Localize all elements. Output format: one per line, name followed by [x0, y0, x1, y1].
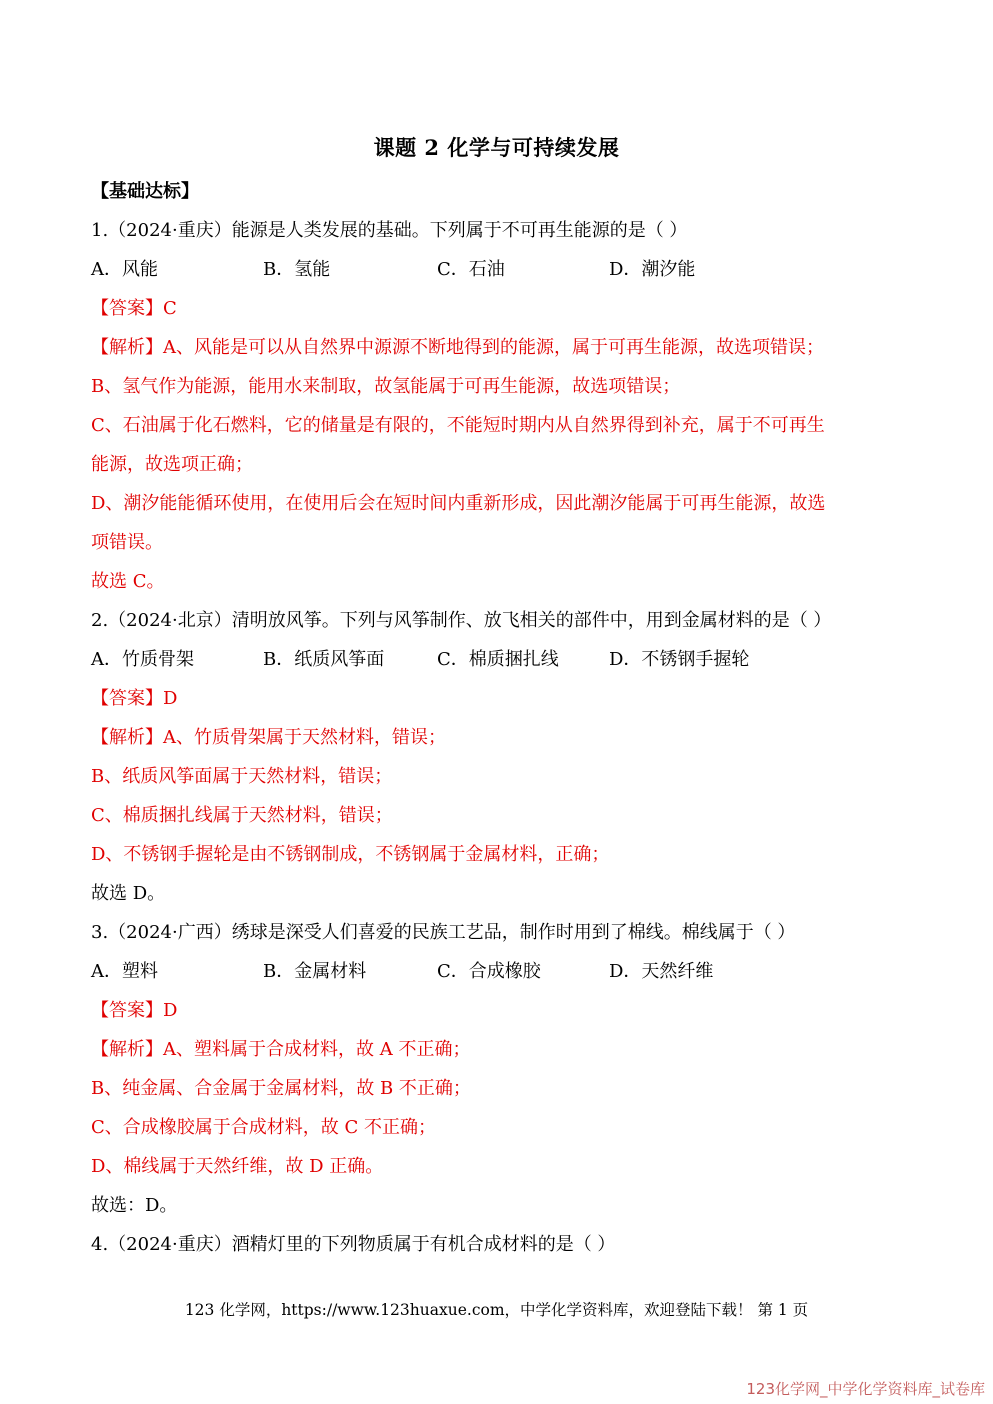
option-a: A．塑料: [91, 961, 158, 982]
option-a: A．风能: [91, 259, 158, 280]
question-3-analysis-line: D、棉线属于天然纤维，故 D 正确。: [91, 1156, 384, 1177]
question-2-conclusion: 故选 D。: [91, 883, 166, 904]
question-1-analysis-line: 【解析】A、风能是可以从自然界中源源不断地得到的能源，属于可再生能源，故选项错误；: [91, 337, 824, 358]
option-c: C．棉质捆扎线: [437, 649, 559, 670]
question-2-analysis-line: D、不锈钢手握轮是由不锈钢制成，不锈钢属于金属材料，正确；: [91, 844, 610, 865]
option-d: D．不锈钢手握轮: [609, 649, 750, 670]
option-c: C．合成橡胶: [437, 961, 541, 982]
question-1-analysis-line: 能源，故选项正确；: [91, 454, 253, 475]
question-3-conclusion: 故选：D。: [91, 1195, 178, 1216]
page-title: 课题 2 化学与可持续发展: [373, 135, 620, 160]
option-a: A．竹质骨架: [91, 649, 194, 670]
option-b: B．氢能: [263, 259, 331, 280]
page-footer: 123 化学网，https://www.123huaxue.com，中学化学资料库，欢迎登陆下载！ 第 1 页: [184, 1301, 809, 1319]
option-b: B．纸质风筝面: [263, 649, 385, 670]
option-b: B．金属材料: [263, 961, 367, 982]
question-1-analysis-line: 项错误。: [91, 532, 163, 553]
question-3-analysis-line: B、纯金属、合金属于金属材料，故 B 不正确；: [91, 1078, 471, 1099]
question-2-analysis-line: C、棉质捆扎线属于天然材料，错误；: [91, 805, 393, 826]
option-d: D．天然纤维: [609, 961, 714, 982]
question-1-stem: 1.（2024·重庆）能源是人类发展的基础。下列属于不可再生能源的是（ ）: [91, 220, 688, 241]
question-1-analysis-line: B、氢气作为能源，能用水来制取，故氢能属于可再生能源，故选项错误；: [91, 376, 681, 397]
option-d: D．潮汐能: [609, 259, 696, 280]
question-3-analysis-line: 【解析】A、塑料属于合成材料，故 A 不正确；: [91, 1039, 471, 1060]
question-1-analysis-line: C、石油属于化石燃料，它的储量是有限的，不能短时期内从自然界得到补充，属于不可再生: [91, 415, 825, 436]
site-watermark: 123化学网_中学化学资料库_试卷库: [746, 1380, 985, 1398]
question-2-stem: 2.（2024·北京）清明放风筝。下列与风筝制作、放飞相关的部件中，用到金属材料的是（ ）: [91, 610, 832, 631]
question-2-analysis-line: 【解析】A、竹质骨架属于天然材料，错误；: [91, 727, 446, 748]
question-2-analysis-line: B、纸质风筝面属于天然材料，错误；: [91, 766, 393, 787]
question-4-stem: 4.（2024·重庆）酒精灯里的下列物质属于有机合成材料的是（ ）: [91, 1234, 616, 1255]
question-3-stem: 3.（2024·广西）绣球是深受人们喜爱的民族工艺品，制作时用到了棉线。棉线属于（ ）: [91, 922, 796, 943]
question-3-analysis-line: C、合成橡胶属于合成材料，故 C 不正确；: [91, 1117, 436, 1138]
section-heading: 【基础达标】: [91, 181, 199, 202]
option-c: C．石油: [437, 259, 505, 280]
question-3-answer: 【答案】D: [91, 1000, 178, 1021]
question-2-answer: 【答案】D: [91, 688, 178, 709]
question-1-conclusion: 故选 C。: [91, 571, 165, 592]
question-1-answer: 【答案】C: [91, 298, 177, 319]
question-1-analysis-line: D、潮汐能能循环使用，在使用后会在短时间内重新形成，因此潮汐能属于可再生能源，故选: [91, 493, 826, 514]
